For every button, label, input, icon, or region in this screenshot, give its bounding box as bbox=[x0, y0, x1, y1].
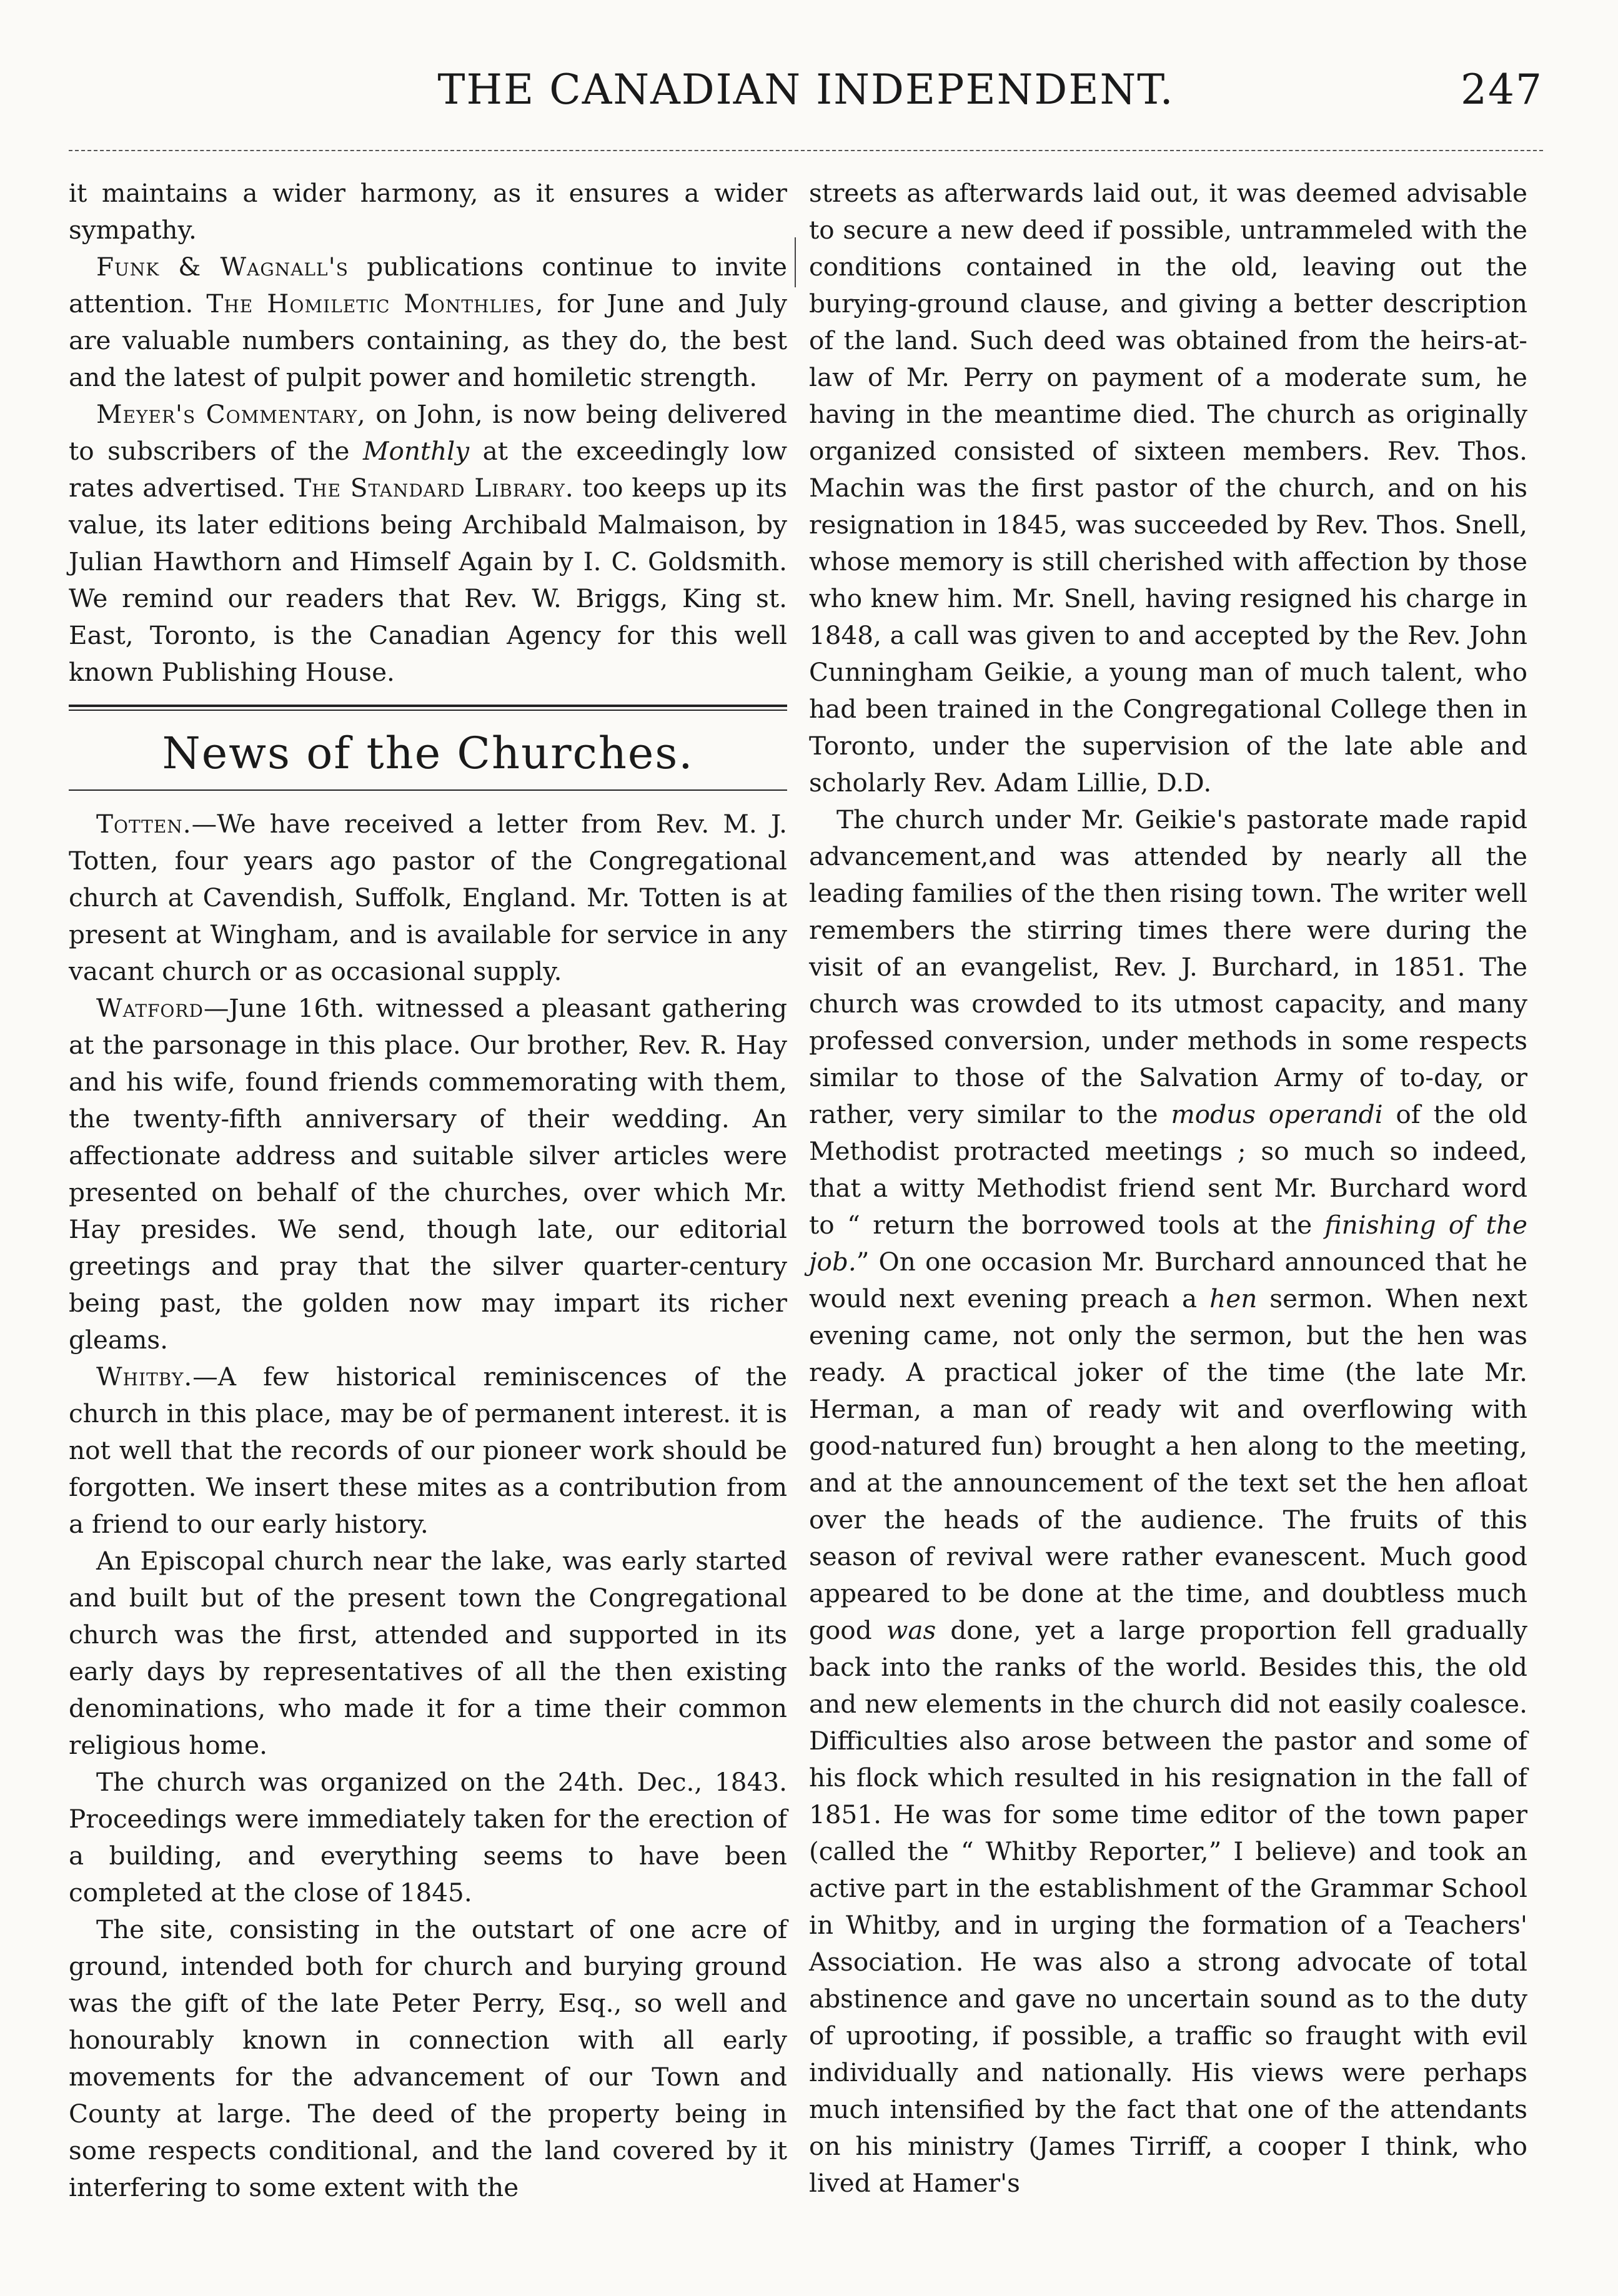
text-run: for June and July are valuable numbers containing, as they do, the best and the latest of pulpit power and homiletic strength. bbox=[69, 289, 788, 392]
section-rule bbox=[69, 789, 787, 791]
text-run: on John, is now being delivered to subscribers of the bbox=[69, 399, 787, 466]
italic-run: modus operandi bbox=[1171, 1099, 1383, 1129]
text-run: —We have received a letter from Rev. M. J. Totten, four years ago pastor of the Congregational church at Cavendish, Suffolk, England. Mr. Totten is at present at Wingham, and is available for service in any vacant church or as occasional supply. bbox=[69, 809, 787, 986]
text-run: —June 16th. witnessed a pleasant gathering at the parsonage in this place. Our brother, Rev. R. Hay and his wife, found friends commemorating with them, the twenty-fifth anniversary of their wedding. An affectionate address and suitable silver articles were presented on behalf of the churches, over which Mr. Hay presides. We send, though late, our editorial greetings and pray that the silver quarter-century being past, the golden now may impart its richer gleams. bbox=[69, 993, 787, 1355]
news-item-whitby bbox=[69, 1358, 787, 1543]
journal-title: THE CANADIAN INDEPENDENT. bbox=[437, 66, 1174, 114]
right-column bbox=[809, 175, 1527, 2202]
item-heading: Totten. bbox=[96, 809, 192, 839]
paragraph: The site, consisting in the outstart of one acre of ground, intended both for church and burying ground was the gift of the late Peter Perry, Esq., so well and honourably known in connection with all early movements for the advancement of our Town and County at large. The deed of the property being in some respects conditional, and the land covered by it interfering to some extent with the bbox=[69, 1914, 787, 2202]
header-rule bbox=[69, 150, 1543, 151]
text-run: of the old Methodist protracted meetings ; so much so indeed, that a witty Methodist friend sent Mr. Burchard word to “ return the borrowed tools at the bbox=[809, 1099, 1527, 1240]
paragraph bbox=[809, 801, 1527, 2202]
paragraph: streets as afterwards laid out, it was deemed advisable to secure a new deed if possible, untrammeled with the conditions contained in the old, leaving out the burying-ground clause, and giving a better description of the land. Such deed was obtained from the heirs-at-law of Mr. Perry on payment of a moderate sum, he having in the meantime died. The church as originally organized consisted of sixteen members. Rev. Thos. Machin was the first pastor of the church, and on his resignation in 1845, was succeeded by Rev. Thos. Snell, whose memory is still cherished with affection by those who knew him. Mr. Snell, having resigned his charge in 1848, a call was given to and accepted by the Rev. John Cunningham Geikie, a young man of much talent, who had been trained in the Congregational College then in Toronto, under the supervision of the late able and scholarly Rev. Adam Lillie, D.D. bbox=[809, 178, 1527, 798]
text-run: at the exceedingly low rates advertised. bbox=[69, 436, 787, 503]
paragraph: An Episcopal church near the lake, was early started and built but of the present town the Congregational church was the first, attended and supported in its early days by representatives of all the then existing denominations, who made it for a time their common religious home. bbox=[69, 1546, 787, 1760]
news-item-totten bbox=[69, 806, 787, 990]
italic-run: Monthly bbox=[362, 436, 470, 466]
text-run: The church under Mr. Geikie's pastorate made rapid advancement,and was attended by nearly all the leading families of the then rising town. The writer well remembers the stirring times there were during the visit of an evangelist, Rev. J. Burchard, in 1851. The church was crowded to its utmost capacity, and many professed conversion, under methods in some respects similar to those of the Salvation Army of to-day, or rather, very similar to the bbox=[809, 804, 1527, 1129]
paragraph bbox=[69, 249, 787, 396]
text-run: —A few historical reminiscences of the church in this place, may be of permanent interest. it is not well that the records of our pioneer work should be forgotten. We insert these mites as a contribution from a friend to our early history. bbox=[69, 1362, 787, 1539]
section-heading: News of the Churches. bbox=[162, 728, 694, 779]
news-item-watford bbox=[69, 990, 787, 1358]
text-run: done, yet a large proportion fell gradually back into the ranks of the world. Besides this, the old and new elements in the church did not easily coalesce. Difficulties also arose between the pastor and some of his flock which resulted in his resignation in the fall of 1851. He was for some time editor of the town paper (called the “ Whitby Reporter,” I believe) and took an active part in the establishment of the Grammar School in Whitby, and in urging the formation of a Teachers' Association. He was also a strong advocate of total abstinence and gave no uncertain sound as to the duty of uprooting, if possible, a traffic so fraught with evil individually and nationally. His views were perhaps much intensified by the fact that one of the attendants on his ministry (James Tirriff, a cooper I think, who lived at Hamer's bbox=[809, 1615, 1527, 2198]
item-heading: Watford bbox=[96, 993, 204, 1023]
left-column bbox=[69, 175, 787, 2206]
publication-name: The Standard Library. bbox=[294, 473, 574, 503]
publication-name: The Homiletic Monthlies, bbox=[206, 289, 544, 319]
text-run: sermon. When next evening came, not only the sermon, but the hen was ready. A practical joker of the time (the late Mr. Herman, a man of ready wit and overflowing with good-natured fun) brought a hen along to the meeting, and at the announcement of the text set the hen afloat over the heads of the audience. The fruits of this season of revival were rather evanescent. Much good appeared to be done at the time, and doubtless much good bbox=[809, 1284, 1527, 1645]
publisher-name: Funk & Wagnall's bbox=[96, 252, 349, 282]
item-heading: Whitby. bbox=[96, 1362, 193, 1392]
italic-run: finishing of the job. bbox=[809, 1210, 1528, 1277]
running-header bbox=[69, 66, 1543, 128]
section-divider bbox=[69, 705, 787, 711]
text-run: publications continue to invite attention. bbox=[69, 252, 787, 319]
column-mark bbox=[795, 237, 796, 287]
paragraph: it maintains a wider harmony, as it ensures a wider sympathy. bbox=[69, 178, 787, 245]
paragraph: The church was organized on the 24th. Dec., 1843. Proceedings were immediately taken for the erection of a building, and everything seems to have been completed at the close of 1845. bbox=[69, 1767, 787, 1908]
paragraph bbox=[69, 396, 787, 691]
italic-run: hen bbox=[1209, 1284, 1258, 1314]
publication-name: Meyer's Commentary, bbox=[96, 399, 366, 429]
italic-run: was bbox=[886, 1615, 936, 1645]
page-number: 247 bbox=[1461, 66, 1543, 114]
text-run: ” On one occasion Mr. Burchard announced that he would next evening preach a bbox=[809, 1247, 1527, 1314]
text-run: too keeps up its value, its later editions being Archibald Malmaison, by Julian Hawthorn and Himself Again by I. C. Goldsmith. We remind our readers that Rev. W. Briggs, King st. East, Toronto, is the Canadian Agency for this well known Publishing House. bbox=[69, 473, 787, 687]
